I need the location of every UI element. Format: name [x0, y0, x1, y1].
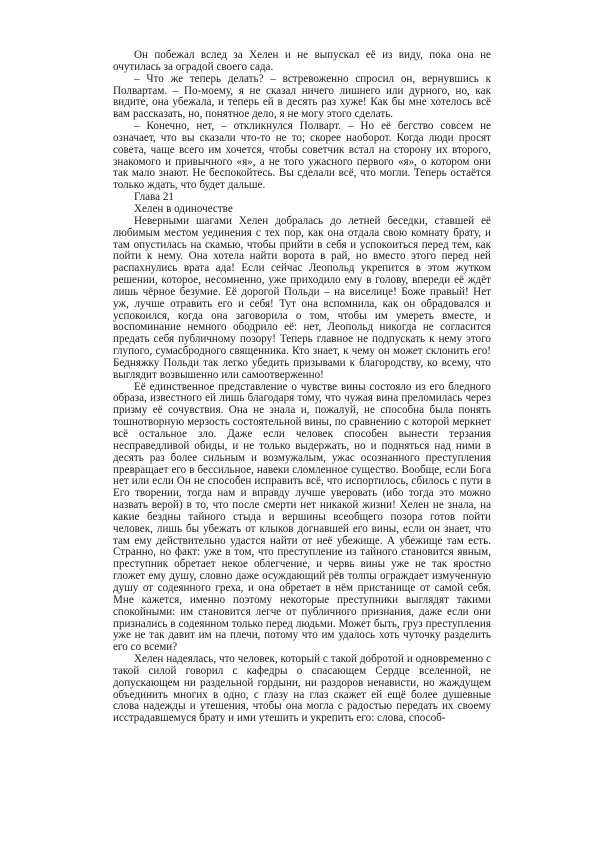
chapter-number: Глава 21 [134, 191, 174, 204]
text-column [113, 50, 491, 725]
paragraph-1: Он побежал вслед за Хелен и не выпускал её из виду, пока она не очутилась за оградой своего сада. [113, 49, 491, 73]
paragraph-5: Её единственное представление о чувстве вины состояло из его бледного образа, известного ей лишь благодаря тому, что чужая вина преломилась через призму её сочувствия. Она не знала и, пожалуй, не способна была понять тошнотворную мерзость состоятельной вины, по сравнению с которой меркнет всё остальное зло. Даже если человек способен вынести терзания несправедливой обиды, и не только выдержать, но и подняться над ними в десять раз более сильным и возмужалым, ужас осознанного преступления превращает его в бессильное, навеки сломленное существо. Вообще, если Бога нет или если Он не способен исправить всё, что испортилось, сбилось с пути в Его творении, тогда нам и вправду лучше уверовать (ибо тогда это можно назвать верой) в то, что после смерти нет никакой жизни! Хелен не знала, на какие бездны тайного стыда и вершины всеобщего позора готов пойти человек, лишь бы убежать от клыков догнавшей его вины, если он знает, что там ему действительно удастся найти от неё убежище. А убежище там есть. Странно, но факт: уже в том, что преступление из тайного становится явным, преступник обретает некое облегчение, и червь вины уже не так яростно гложет ему душу, словно даже осуждающий рёв толпы ограждает измученную душу от содеянного греха, и она обретает в нём пристанище от самой себя. Мне кажется, именно поэтому некоторые преступники выглядят такими спокойными: им становится легче от публичного признания, даже если они признались в содеянном только перед людьми. Может быть, груз преступления уже не так давит им на плечи, потому что им удалось хоть чуточку разделить его со всеми? [113, 380, 491, 654]
paragraph-4: Неверными шагами Хелен добралась до летней беседки, ставшей её любимым местом уединения с тех пор, как она отдала свою комнату брату, и там опустилась на скамью, чтобы прийти в себя и успокоиться перед тем, как пойти к нему. Она хотела найти ворота в рай, но вместо этого перед ней распахнулись врата ада! Если сейчас Леопольд укрепится в этом жутком решении, которое, несомненно, уже приходило ему в голову, впереди её ждёт лишь чёрное безумие. Её дорогой Польди – на виселице! Боже правый! Нет уж, лучше отравить его и себя! Тут она вспомнила, как он обрадовался и успокоился, когда она заговорила о том, чтобы им умереть вместе, и воспоминание немного ободрило её: нет, Леопольд никогда не согласится предать себя публичному позору! Теперь главное не подпускать к нему этого глупого, сумасбродного священника. Кто знает, к чему он может склонить его! Бедняжку Польди так легко убедить призывами к благородству, ко всему, что выглядит возвышенно или самоотверженно! [113, 214, 491, 381]
paragraph-3: – Конечно, нет, – откликнулся Полварт. – Но её бегство совсем не означает, что вы сказали что-то не то; скорее наоборот. Когда люди просят совета, чаще всего им хочется, чтобы советчик встал на сторону их второго, знакомого и привычного «я», а не того ужасного первого «я», о котором они так мало знают. Не беспокойтесь. Вы сделали всё, что могли. Теперь остаётся только ждать, что будет дальше. [113, 120, 491, 192]
chapter-title: Хелен в одиночестве [134, 202, 233, 215]
paragraph-2: – Что же теперь делать? – встревоженно спросил он, вернувшись к Полвартам. – По-моему, я не сказал ничего лишнего или дурного, но, как видите, она убежала, и теперь ей в десять раз хуже! Как бы мне хотелось всё вам рассказать, но, понятное дело, я не могу этого сделать. [113, 72, 491, 121]
paragraph-6: Хелен надеялась, что человек, который с такой добротой и одновременно с такой силой говорил с кафедры о спасающем Сердце вселенной, не допускающем ни раздельной гордыни, ни раздоров ненависти, но жаждущем объединить многих в одно, с глазу на глаз скажет ей ещё более душевные слова надежды и утешения, чтобы она могла с радостью передать их своему исстрадавшемуся брату и ими утешить и укрепить его: слова, способ- [113, 653, 492, 725]
chapter-heading [113, 192, 491, 216]
